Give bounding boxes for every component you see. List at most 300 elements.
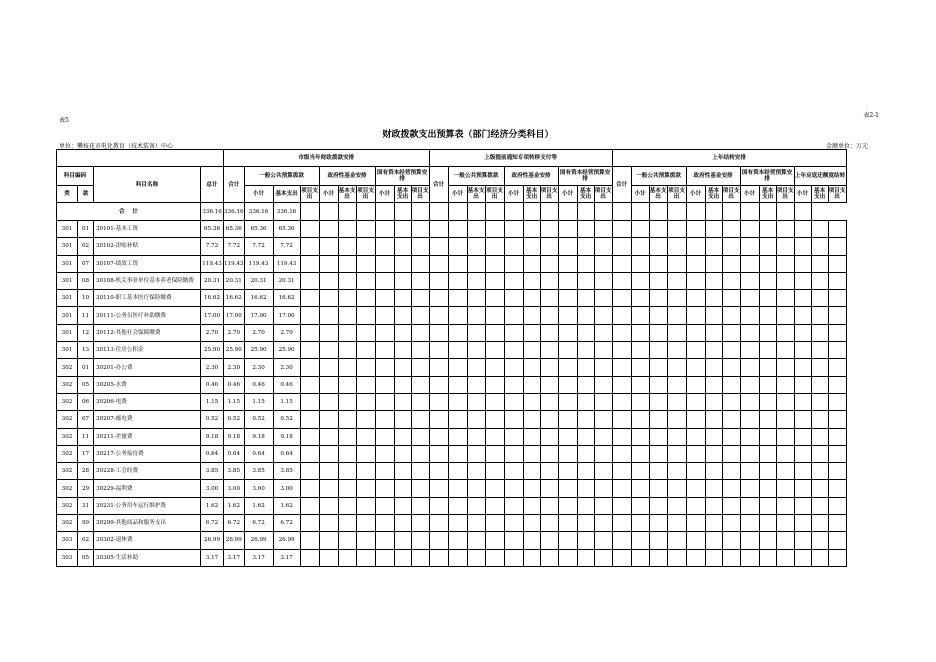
empty-cell xyxy=(811,463,828,480)
row-jiben: 65.36 xyxy=(273,221,300,238)
empty-cell xyxy=(300,376,319,393)
row-kuan: 06 xyxy=(78,393,94,410)
empty-cell xyxy=(794,255,811,272)
empty-cell xyxy=(394,463,411,480)
page-title: 财政拨款支出预算表（部门经济分类科目） xyxy=(382,130,554,140)
empty-cell xyxy=(811,515,828,532)
row-total: 3.85 xyxy=(201,463,224,480)
empty-cell xyxy=(612,445,631,462)
row-total: 7.72 xyxy=(201,238,224,255)
row-name: 30299-其他商品和服务支出 xyxy=(94,515,201,532)
empty-cell xyxy=(740,307,759,324)
row-xiaoji: 25.90 xyxy=(244,342,273,359)
empty-cell xyxy=(523,307,540,324)
empty-cell xyxy=(577,376,594,393)
empty-cell xyxy=(448,238,467,255)
row-name: 30206-电费 xyxy=(94,393,201,410)
g2-fund-xiangmu: 项目支出 xyxy=(540,186,558,203)
empty-cell xyxy=(811,290,828,307)
empty-cell xyxy=(540,515,558,532)
empty-cell xyxy=(375,497,394,514)
empty-cell xyxy=(828,411,846,428)
empty-cell xyxy=(485,290,504,307)
empty-cell xyxy=(356,411,375,428)
empty-cell xyxy=(467,393,485,410)
empty-cell xyxy=(759,307,776,324)
empty-cell xyxy=(485,480,504,497)
empty-cell xyxy=(740,255,759,272)
row-kuan: 99 xyxy=(78,515,94,532)
row-jiben: 3.85 xyxy=(273,463,300,480)
g3-gov-fund: 政府性基金安排 xyxy=(686,167,740,186)
empty-cell xyxy=(394,480,411,497)
empty-cell xyxy=(356,549,375,566)
empty-cell xyxy=(776,445,794,462)
empty-cell xyxy=(828,376,846,393)
empty-cell xyxy=(558,307,577,324)
empty-cell xyxy=(667,463,686,480)
empty-cell xyxy=(356,480,375,497)
empty-cell xyxy=(612,532,631,549)
empty-cell xyxy=(338,272,356,289)
empty-cell xyxy=(705,324,722,341)
g2-general-jiben: 基本支出 xyxy=(467,186,485,203)
data-rows xyxy=(57,221,847,567)
empty-cell xyxy=(649,359,667,376)
row-lei: 302 xyxy=(57,497,78,514)
table-row xyxy=(57,480,847,497)
empty-cell xyxy=(759,549,776,566)
empty-cell xyxy=(504,393,523,410)
row-kuan: 01 xyxy=(78,359,94,376)
empty-cell xyxy=(411,411,429,428)
empty-cell xyxy=(485,376,504,393)
g3-capital-jiben: 基本支出 xyxy=(759,186,776,203)
row-jiben: 0.64 xyxy=(273,445,300,462)
empty-cell xyxy=(429,272,448,289)
empty-cell xyxy=(722,463,740,480)
empty-cell xyxy=(448,445,467,462)
empty-cell xyxy=(686,411,705,428)
empty-cell xyxy=(794,290,811,307)
row-total: 0.64 xyxy=(201,445,224,462)
row-name: 30305-生活补助 xyxy=(94,549,201,566)
code-group-header: 科目编码 xyxy=(57,167,94,186)
empty-cell xyxy=(794,307,811,324)
empty-cell xyxy=(448,549,467,566)
row-total: 0.52 xyxy=(201,411,224,428)
empty-cell xyxy=(828,272,846,289)
empty-cell xyxy=(300,359,319,376)
empty-cell xyxy=(448,532,467,549)
empty-cell xyxy=(504,532,523,549)
empty-cell xyxy=(594,342,612,359)
empty-cell xyxy=(394,393,411,410)
row-jiben: 1.15 xyxy=(273,393,300,410)
empty-cell xyxy=(319,376,338,393)
empty-cell xyxy=(394,376,411,393)
name-header: 科目名称 xyxy=(94,167,201,203)
empty-cell xyxy=(686,342,705,359)
empty-cell xyxy=(338,549,356,566)
empty-cell xyxy=(467,203,485,221)
empty-cell xyxy=(504,376,523,393)
empty-cell xyxy=(686,428,705,445)
empty-cell xyxy=(375,515,394,532)
g3-fund-xiangmu: 项目支出 xyxy=(722,186,740,203)
empty-cell xyxy=(448,359,467,376)
g3-heji: 合计 xyxy=(612,167,631,203)
empty-cell xyxy=(722,307,740,324)
empty-cell xyxy=(759,290,776,307)
empty-cell xyxy=(394,497,411,514)
empty-cell xyxy=(429,497,448,514)
empty-cell xyxy=(811,411,828,428)
empty-cell xyxy=(319,342,338,359)
empty-cell xyxy=(338,393,356,410)
empty-cell xyxy=(375,463,394,480)
empty-cell xyxy=(504,480,523,497)
empty-cell xyxy=(300,272,319,289)
empty-cell xyxy=(740,532,759,549)
row-total: 1.62 xyxy=(201,497,224,514)
empty-cell xyxy=(300,393,319,410)
row-jiben: 3.17 xyxy=(273,549,300,566)
empty-cell xyxy=(740,549,759,566)
empty-cell xyxy=(649,463,667,480)
total-cell-xiaoji: 336.16 xyxy=(244,203,273,221)
empty-cell xyxy=(411,221,429,238)
empty-cell xyxy=(523,376,540,393)
empty-cell xyxy=(523,445,540,462)
empty-cell xyxy=(504,515,523,532)
empty-cell xyxy=(631,376,649,393)
empty-cell xyxy=(300,238,319,255)
row-xiaoji: 9.18 xyxy=(244,428,273,445)
g3-return-xiangmu: 项目支出 xyxy=(828,186,846,203)
empty-cell xyxy=(523,272,540,289)
g1-state-capital: 国有资本经营预算安排 xyxy=(375,167,429,186)
empty-cell xyxy=(577,515,594,532)
empty-cell xyxy=(740,445,759,462)
empty-cell xyxy=(705,428,722,445)
row-total: 9.18 xyxy=(201,428,224,445)
empty-cell xyxy=(811,376,828,393)
empty-cell xyxy=(485,221,504,238)
empty-cell xyxy=(429,463,448,480)
empty-cell xyxy=(649,324,667,341)
empty-cell xyxy=(612,203,631,221)
empty-cell xyxy=(776,324,794,341)
empty-cell xyxy=(577,393,594,410)
empty-cell xyxy=(448,515,467,532)
empty-cell xyxy=(686,238,705,255)
empty-cell xyxy=(356,497,375,514)
empty-cell xyxy=(686,497,705,514)
table-row xyxy=(57,272,847,289)
empty-cell xyxy=(612,515,631,532)
empty-cell xyxy=(631,221,649,238)
empty-cell xyxy=(429,445,448,462)
empty-cell xyxy=(338,342,356,359)
empty-cell xyxy=(429,342,448,359)
empty-cell xyxy=(794,515,811,532)
row-xiaoji: 1.62 xyxy=(244,497,273,514)
empty-cell xyxy=(811,255,828,272)
empty-cell xyxy=(338,359,356,376)
g3-return-xiaoji: 小计 xyxy=(794,186,811,203)
empty-cell xyxy=(300,290,319,307)
empty-cell xyxy=(577,497,594,514)
empty-cell xyxy=(776,515,794,532)
row-lei: 302 xyxy=(57,515,78,532)
empty-cell xyxy=(577,411,594,428)
row-kuan: 07 xyxy=(78,411,94,428)
empty-cell xyxy=(722,515,740,532)
empty-cell xyxy=(828,307,846,324)
empty-cell xyxy=(667,272,686,289)
row-heji: 2.70 xyxy=(224,324,245,341)
empty-cell xyxy=(319,428,338,445)
empty-cell xyxy=(594,549,612,566)
row-kuan: 17 xyxy=(78,445,94,462)
empty-cell xyxy=(467,411,485,428)
table-row xyxy=(57,342,847,359)
empty-cell xyxy=(705,393,722,410)
empty-cell xyxy=(722,376,740,393)
empty-cell xyxy=(356,203,375,221)
empty-cell xyxy=(375,272,394,289)
row-name: 30205-水费 xyxy=(94,376,201,393)
g2-heji: 合计 xyxy=(429,167,448,203)
empty-cell xyxy=(612,463,631,480)
row-lei: 302 xyxy=(57,359,78,376)
empty-cell xyxy=(667,290,686,307)
empty-cell xyxy=(649,290,667,307)
row-heji: 3.00 xyxy=(224,480,245,497)
empty-cell xyxy=(375,359,394,376)
empty-cell xyxy=(828,532,846,549)
empty-cell xyxy=(594,359,612,376)
empty-cell xyxy=(667,359,686,376)
row-total: 2.30 xyxy=(201,359,224,376)
empty-cell xyxy=(319,272,338,289)
row-jiben: 0.52 xyxy=(273,411,300,428)
row-lei: 302 xyxy=(57,393,78,410)
g1-capital-xiangmu: 项目支出 xyxy=(411,186,429,203)
empty-cell xyxy=(722,272,740,289)
empty-cell xyxy=(467,463,485,480)
empty-cell xyxy=(523,393,540,410)
total-header-cell: 总计 xyxy=(201,167,224,203)
empty-cell xyxy=(504,255,523,272)
empty-cell xyxy=(577,324,594,341)
empty-cell xyxy=(485,238,504,255)
empty-cell xyxy=(794,342,811,359)
empty-cell xyxy=(429,255,448,272)
empty-cell xyxy=(649,445,667,462)
empty-cell xyxy=(429,515,448,532)
empty-cell xyxy=(740,480,759,497)
row-lei: 302 xyxy=(57,445,78,462)
empty-cell xyxy=(319,290,338,307)
row-total: 0.46 xyxy=(201,376,224,393)
empty-cell xyxy=(705,290,722,307)
empty-cell xyxy=(794,463,811,480)
empty-cell xyxy=(776,411,794,428)
empty-cell xyxy=(429,324,448,341)
empty-cell xyxy=(759,342,776,359)
empty-cell xyxy=(811,359,828,376)
empty-cell xyxy=(722,342,740,359)
empty-cell xyxy=(394,532,411,549)
total-cell-total: 336.16 xyxy=(201,203,224,221)
empty-cell xyxy=(540,324,558,341)
empty-cell xyxy=(429,411,448,428)
empty-cell xyxy=(594,428,612,445)
empty-cell xyxy=(776,480,794,497)
empty-cell xyxy=(523,497,540,514)
empty-cell xyxy=(411,307,429,324)
empty-cell xyxy=(504,497,523,514)
row-name: 30112-其他社会保障缴费 xyxy=(94,324,201,341)
empty-cell xyxy=(828,497,846,514)
empty-cell xyxy=(523,324,540,341)
empty-cell xyxy=(776,532,794,549)
table-row xyxy=(57,549,847,566)
empty-cell xyxy=(394,515,411,532)
empty-cell xyxy=(356,221,375,238)
empty-cell xyxy=(740,463,759,480)
empty-cell xyxy=(356,272,375,289)
row-xiaoji: 26.99 xyxy=(244,532,273,549)
empty-cell xyxy=(338,307,356,324)
empty-cell xyxy=(504,411,523,428)
empty-cell xyxy=(448,376,467,393)
empty-cell xyxy=(705,515,722,532)
row-jiben: 16.62 xyxy=(273,290,300,307)
row-jiben: 26.99 xyxy=(273,532,300,549)
empty-cell xyxy=(776,463,794,480)
empty-cell xyxy=(649,497,667,514)
empty-cell xyxy=(594,445,612,462)
empty-cell xyxy=(300,515,319,532)
empty-cell xyxy=(523,238,540,255)
empty-cell xyxy=(722,428,740,445)
empty-cell xyxy=(504,549,523,566)
row-heji: 25.90 xyxy=(224,342,245,359)
empty-cell xyxy=(429,480,448,497)
empty-cell xyxy=(740,428,759,445)
empty-cell xyxy=(540,411,558,428)
row-jiben: 9.18 xyxy=(273,428,300,445)
row-total: 17.00 xyxy=(201,307,224,324)
empty-cell xyxy=(338,428,356,445)
empty-cell xyxy=(811,445,828,462)
empty-cell xyxy=(759,532,776,549)
row-name: 30231-公务用车运行维护费 xyxy=(94,497,201,514)
g2-fund-jiben: 基本支出 xyxy=(523,186,540,203)
empty-cell xyxy=(686,376,705,393)
empty-cell xyxy=(411,290,429,307)
empty-cell xyxy=(776,255,794,272)
empty-cell xyxy=(649,376,667,393)
empty-cell xyxy=(523,515,540,532)
empty-cell xyxy=(594,463,612,480)
empty-cell xyxy=(540,272,558,289)
empty-cell xyxy=(612,480,631,497)
empty-cell xyxy=(649,342,667,359)
empty-cell xyxy=(667,238,686,255)
empty-cell xyxy=(558,532,577,549)
empty-cell xyxy=(504,445,523,462)
row-lei: 302 xyxy=(57,428,78,445)
money-unit-label: 金额单位：万元 xyxy=(826,143,869,150)
empty-cell xyxy=(667,480,686,497)
empty-cell xyxy=(740,324,759,341)
empty-cell xyxy=(649,480,667,497)
table-row xyxy=(57,255,847,272)
g1-capital-xiaoji: 小计 xyxy=(375,186,394,203)
empty-cell xyxy=(338,445,356,462)
empty-cell xyxy=(612,376,631,393)
empty-cell xyxy=(448,272,467,289)
row-kuan: 12 xyxy=(78,324,94,341)
empty-cell xyxy=(467,342,485,359)
empty-cell xyxy=(338,480,356,497)
empty-cell xyxy=(686,549,705,566)
empty-cell xyxy=(705,463,722,480)
empty-cell xyxy=(740,411,759,428)
empty-cell xyxy=(523,463,540,480)
empty-cell xyxy=(558,515,577,532)
empty-cell xyxy=(594,393,612,410)
empty-cell xyxy=(667,203,686,221)
empty-cell xyxy=(411,272,429,289)
empty-cell xyxy=(776,307,794,324)
empty-cell xyxy=(485,445,504,462)
empty-cell xyxy=(448,428,467,445)
g1-general-xiangmu: 项目支出 xyxy=(300,186,319,203)
row-name: 30108-机关事业单位基本养老保险缴费 xyxy=(94,272,201,289)
row-heji: 17.00 xyxy=(224,307,245,324)
empty-cell xyxy=(338,255,356,272)
row-name: 30207-邮电费 xyxy=(94,411,201,428)
empty-cell xyxy=(686,255,705,272)
empty-cell xyxy=(722,549,740,566)
empty-cell xyxy=(759,445,776,462)
empty-cell xyxy=(794,324,811,341)
empty-cell xyxy=(504,290,523,307)
empty-cell xyxy=(776,203,794,221)
empty-cell xyxy=(375,307,394,324)
row-kuan: 02 xyxy=(78,238,94,255)
empty-cell xyxy=(394,549,411,566)
row-lei: 301 xyxy=(57,290,78,307)
table-row xyxy=(57,324,847,341)
table-row xyxy=(57,359,847,376)
empty-cell xyxy=(411,445,429,462)
row-name: 30111-公务员医疗补助缴费 xyxy=(94,307,201,324)
empty-cell xyxy=(631,238,649,255)
total-cell-jiben: 336.16 xyxy=(273,203,300,221)
empty-cell xyxy=(375,238,394,255)
empty-cell xyxy=(722,238,740,255)
row-heji: 0.52 xyxy=(224,411,245,428)
g3-capital-xiaoji: 小计 xyxy=(740,186,759,203)
row-heji: 0.64 xyxy=(224,445,245,462)
empty-cell xyxy=(776,393,794,410)
